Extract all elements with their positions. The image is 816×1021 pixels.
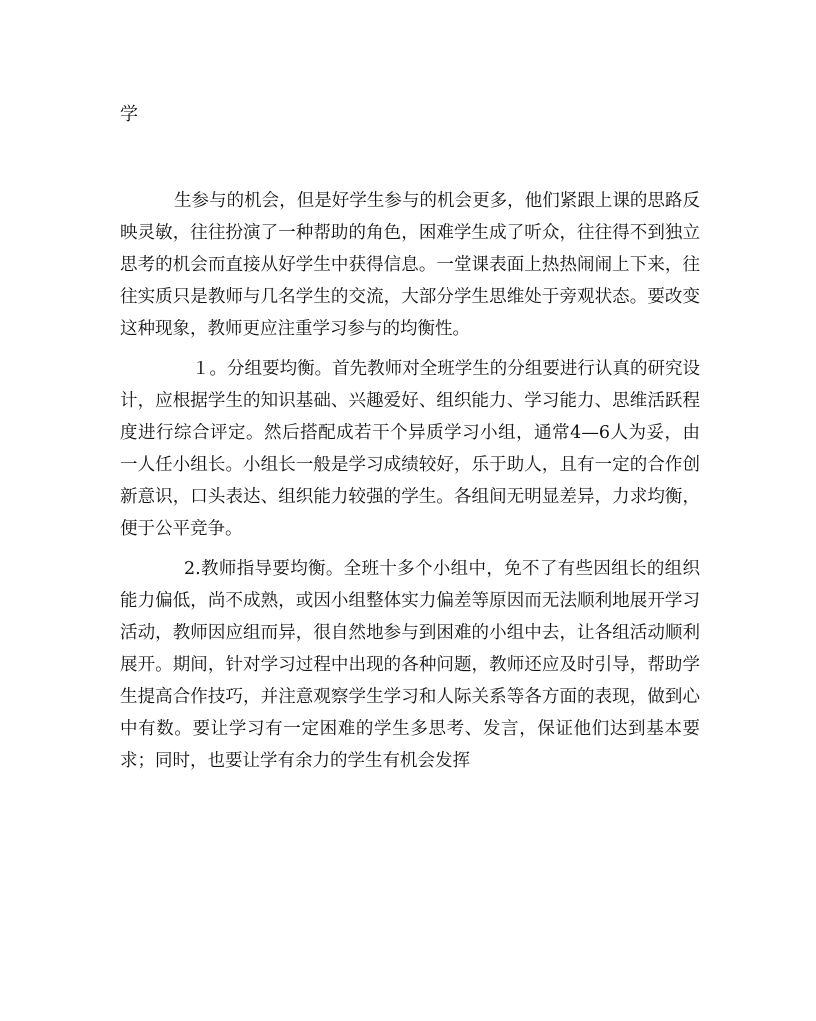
paragraph-teacher-guidance: 2.教师指导要均衡。全班十多个小组中，免不了有些因组长的组织能力偏低，尚不成熟，或因小组整体实力偏差等原因而无法顺利地展开学习活动，教师因应组而异，很自然地参与到困难的小组中去，让各组活动顺利展开。期间，针对学习过程中出现的各种问题，教师还应及时引导，帮助学生提高合作技巧，并注意观察学生学习和人际关系等各方面的表现，做到心中有数。要让学习有一定困难的学生多思考、发言，保证他们达到基本要求；同时，也要让学有余力的学生有机会发挥 — [120, 559, 700, 771]
document-body — [120, 185, 700, 785]
paragraph-grouping-balance: １。分组要均衡。首先教师对全班学生的分组要进行认真的研究设计，应根据学生的知识基础、兴趣爱好、组织能力、学习能力、思维活跃程度进行综合评定。然后搭配成若干个异质学习小组，通常4—6人为妥，由一人任小组长。小组长一般是学习成绩较好，乐于助人，且有一定的合作创新意识，口头表达、组织能力较强的学生。各组间无明显差异，力求均衡，便于公平竞争。 — [120, 359, 700, 539]
paragraph-participation: 生参与的机会，但是好学生参与的机会更多，他们紧跟上课的思路反映灵敏，往往扮演了一种帮助的角色，困难学生成了听众，往往得不到独立思考的机会而直接从好学生中获得信息。一堂课表面上热热闹闹上下来，往往实质只是教师与几名学生的交流，大部分学生思维处于旁观状态。要改变这种现象，教师更应注重学习参与的均衡性。 — [120, 191, 700, 339]
page-top-fragment: 学 — [120, 104, 138, 125]
